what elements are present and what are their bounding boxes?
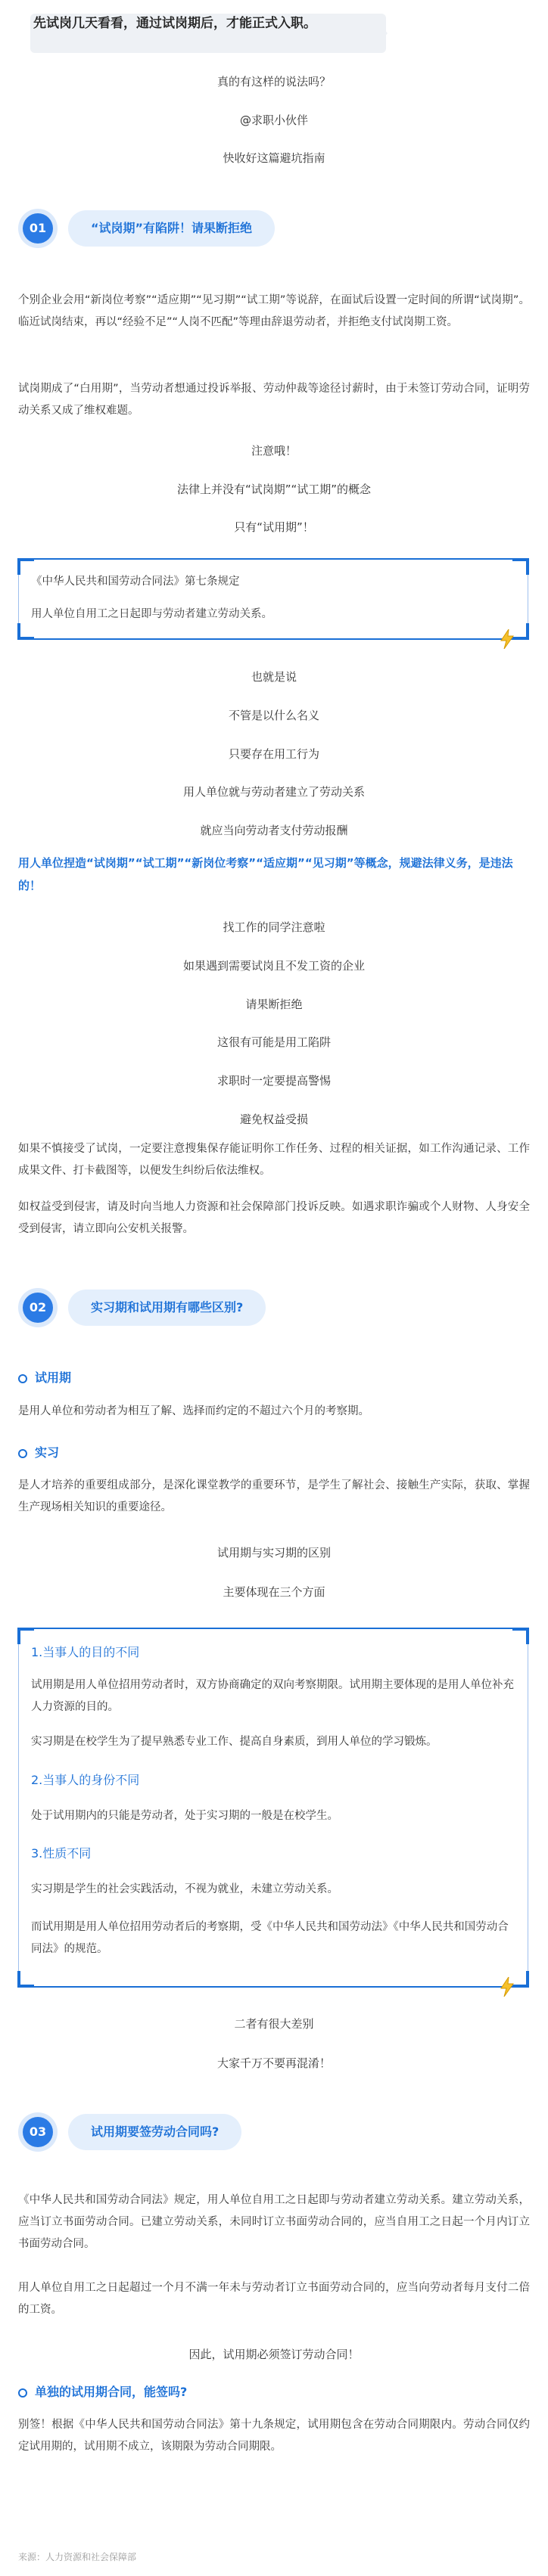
box-heading: 3.性质不同 [31,1846,92,1861]
centered-line: 如果遇到需要试岗且不发工资的企业 [182,959,365,973]
paragraph: 个别企业会用“新岗位考察”“适应期”“见习期”“试工期”等说辞，在面试后设置一定时间的所谓“试岗期”。临近试岗结束，再以“经验不足”“人岗不匹配”等理由辞退劳动者，并拒绝支付试岗期工资。 [18,294,530,328]
sub-heading-text: 单独的试用期合同，能签吗? [35,2385,188,2399]
sub-heading [18,1443,59,1460]
section-title: 实习期和试用期有哪些区别? [68,1290,266,1326]
box-text: 试用期是用人单位招用劳动者时，双方协商确定的双向考察期限。试用期主要体现的是用人单位补充人力资源的目的。 [31,1679,514,1713]
centered-line: 只要存在用工行为 [228,747,319,761]
quote-body: 用人单位自用工之日起即与劳动者建立劳动关系。 [31,608,272,620]
quote-title: 《中华人民共和国劳动合同法》第七条规定 [31,576,240,588]
centered-line: 大家千万不要再混淆！ [216,2056,331,2070]
bullet-icon [18,1449,27,1458]
centered-line: 避免权益受损 [239,1113,308,1126]
paragraph: 《中华人民共和国劳动合同法》规定，用人单位自用工之日起即与劳动者建立劳动关系。建立劳动关系，应当订立书面劳动合同。已建立劳动关系，未同时订立书面劳动合同的，应当自用工之日起一个月内订立书面劳动合同。 [18,2194,530,2250]
section-number: 03 [23,2117,53,2147]
lightning-icon [499,629,515,649]
centered-line: 就应当向劳动者支付劳动报酬 [200,824,348,837]
intro-line: @求职小伙伴 [239,113,308,127]
section-number: 02 [23,1293,53,1323]
centered-line: 用人单位就与劳动者建立了劳动关系 [182,785,365,799]
centered-line: 试用期与实习期的区别 [216,1546,331,1560]
speech-banner-tail [371,14,388,53]
bullet-icon [18,1374,27,1383]
box-text: 而试用期是用人单位招用劳动者后的考察期，受《中华人民共和国劳动法》《中华人民共和国劳动合同法》的规范。 [31,1921,509,1955]
paragraph: 是人才培养的重要组成部分，是深化课堂教学的重要环节，是学生了解社会、接触生产实际，获取、掌握生产现场相关知识的重要途径。 [18,1479,530,1513]
centered-line: 求职时一定要提高警惕 [216,1074,331,1088]
law-quote-box [18,558,528,640]
centered-line: 因此，试用期必须签订劳动合同！ [188,2348,360,2361]
section-number: 01 [23,213,53,244]
paragraph: 别签！根据《中华人民共和国劳动合同法》第十九条规定，试用期包含在劳动合同期限内。劳动合同仅约定试用期的，试用期不成立，该期限为劳动合同期限。 [18,2419,530,2453]
paragraph: 是用人单位和劳动者为相互了解、选择而约定的不超过六个月的考察期。 [18,1405,369,1417]
centered-line: 找工作的同学注意啦 [223,920,325,934]
centered-line: 注意哦！ [251,444,297,458]
centered-line: 法律上并没有“试岗期”“试工期”的概念 [176,483,372,496]
sub-heading [18,2382,187,2400]
paragraph: 用人单位自用工之日起超过一个月不满一年未与劳动者订立书面劳动合同的，应当向劳动者每月支付二倍的工资。 [18,2282,530,2316]
warning-text: 用人单位捏造“试岗期”“试工期”“新岗位考察”“适应期”“见习期”等概念，规避法律义务，是违法的！ [18,856,513,892]
paragraph: 如果不慎接受了试岗，一定要注意搜集保存能证明你工作任务、过程的相关证据，如工作沟通记录、工作成果文件、打卡截图等，以便发生纠纷后依法维权。 [18,1143,530,1177]
box-text: 实习期是在校学生为了提早熟悉专业工作、提高自身素质，到用人单位的学习锻炼。 [31,1736,437,1748]
box-heading: 2.当事人的身份不同 [31,1773,140,1787]
intro-line: 快收好这篇避坑指南 [223,151,325,165]
centered-line: 请果断拒绝 [245,998,303,1011]
intro-line: 真的有这样的说法吗？ [216,75,331,88]
source-credit: 来源：人力资源和社会保障部 [18,2552,137,2562]
sub-heading-text: 试用期 [35,1370,72,1385]
bullet-icon [18,2388,27,2398]
lightning-icon [499,1977,515,1997]
comparison-box [18,1628,528,1988]
sub-heading-text: 实习 [35,1445,60,1460]
box-heading: 1.当事人的目的不同 [31,1645,140,1659]
centered-line: 主要体现在三个方面 [223,1585,325,1599]
centered-line: 也就是说 [251,670,297,684]
banner-text: 先试岗几天看看，通过试岗期后，才能正式入职。 [33,16,316,31]
paragraph: 如权益受到侵害，请及时向当地人力资源和社会保障部门投诉反映。如遇求职诈骗或个人财物、人身安全受到侵害，请立即向公安机关报警。 [18,1201,530,1235]
box-text: 处于试用期内的只能是劳动者，处于实习期的一般是在校学生。 [31,1810,338,1822]
centered-line: 不管是以什么名义 [228,709,319,722]
centered-line: 只有“试用期”！ [234,520,314,534]
sub-heading [18,1368,71,1386]
box-text: 实习期是学生的社会实践活动，不视为就业，未建立劳动关系。 [31,1883,338,1895]
section-title: “试岗期”有陷阱！请果断拒绝 [68,210,275,247]
paragraph: 试岗期成了“白用期”，当劳动者想通过投诉举报、劳动仲裁等途径讨薪时，由于未签订劳动合同，证明劳动关系又成了维权难题。 [18,383,530,417]
section-title: 试用期要签劳动合同吗? [68,2114,241,2150]
centered-line: 二者有很大差别 [234,2017,314,2031]
centered-line: 这很有可能是用工陷阱 [216,1035,331,1049]
